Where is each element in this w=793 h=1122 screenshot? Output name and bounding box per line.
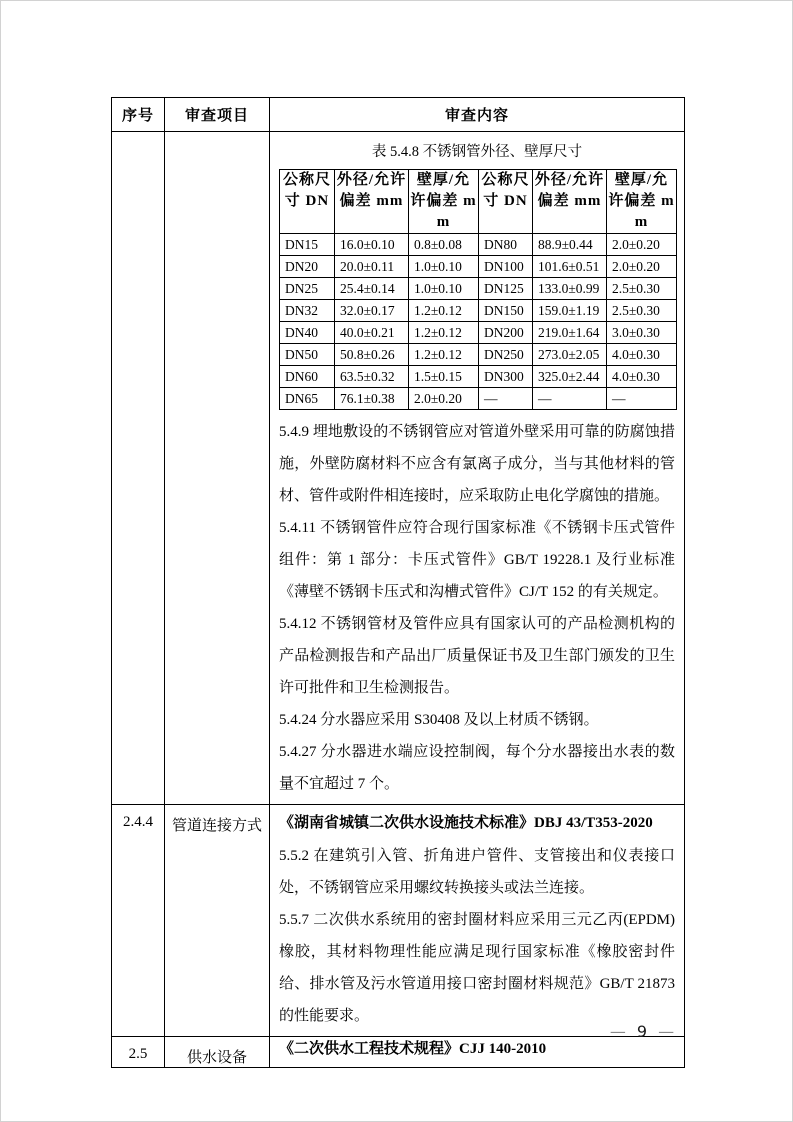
spec-table-cell: 1.0±0.10 (409, 256, 479, 278)
item-column-header: 审查项目 (165, 98, 270, 132)
section3-item-cell: 供水设备 (165, 1037, 270, 1068)
spec-table-cell: DN150 (479, 300, 533, 322)
spec-table-cell: 2.0±0.20 (607, 234, 677, 256)
spec-table-cell: — (607, 388, 677, 410)
spec-table-cell: 1.0±0.10 (409, 278, 479, 300)
spec-table-row (280, 278, 677, 300)
spec-column-header: 外径/允许偏差 mm (533, 170, 607, 234)
spec-table-row (280, 366, 677, 388)
footer-dash-left: — (609, 1022, 626, 1041)
spec-table-cell: DN32 (280, 300, 335, 322)
spec-table-cell: 133.0±0.99 (533, 278, 607, 300)
section2-seq-cell: 2.4.4 (112, 805, 165, 1037)
spec-table-cell: 0.8±0.08 (409, 234, 479, 256)
review-table (111, 97, 685, 1068)
clause-paragraph: 5.4.9 埋地敷设的不锈钢管应对管道外壁采用可靠的防腐蚀措施，外壁防腐材料不应含有氯离子成分，当与其他材料的管材、管件或附件相连接时，应采取防止电化学腐蚀的措施。 (279, 424, 675, 504)
section1-seq-cell (112, 132, 165, 805)
spec-table (279, 169, 677, 410)
spec-table-body (280, 234, 677, 410)
spec-column-header: 壁厚/允许偏差 mm (409, 170, 479, 234)
section2-standard-title: 《湖南省城镇二次供水设施技术标准》DBJ 43/T353-2020 (279, 815, 653, 831)
spec-table-row (280, 256, 677, 278)
spec-table-cell: 101.6±0.51 (533, 256, 607, 278)
spec-table-cell: 88.9±0.44 (533, 234, 607, 256)
section3-content-cell (270, 1037, 685, 1068)
page-number: 9 (636, 1022, 648, 1041)
spec-table-cell: 16.0±0.10 (335, 234, 409, 256)
spec-table-cell: 1.2±0.12 (409, 300, 479, 322)
section1-content-cell (270, 132, 685, 805)
spec-table-cell: 1.2±0.12 (409, 344, 479, 366)
spec-table-cell: 273.0±2.05 (533, 344, 607, 366)
spec-table-cell: 3.0±0.30 (607, 322, 677, 344)
section3-standard-title: 《二次供水工程技术规程》CJJ 140-2010 (279, 1041, 547, 1057)
spec-column-header: 公称尺寸 DN (479, 170, 533, 234)
spec-table-cell: 32.0±0.17 (335, 300, 409, 322)
spec-table-cell: DN40 (280, 322, 335, 344)
spec-table-cell: 40.0±0.21 (335, 322, 409, 344)
section1-row (112, 132, 685, 805)
spec-table-cell: 219.0±1.64 (533, 322, 607, 344)
spec-table-cell: DN200 (479, 322, 533, 344)
spec-table-cell: DN250 (479, 344, 533, 366)
spec-table-cell: 325.0±2.44 (533, 366, 607, 388)
spec-table-cell: 1.2±0.12 (409, 322, 479, 344)
clause-paragraph: 5.5.2 在建筑引入管、折角进户管件、支管接出和仪表接口处，不锈钢管应采用螺纹转换接头或法兰连接。 (279, 848, 675, 896)
spec-column-header: 壁厚/允许偏差 mm (607, 170, 677, 234)
page-footer (598, 1022, 686, 1041)
section3-seq-cell: 2.5 (112, 1037, 165, 1068)
section1-item-cell (165, 132, 270, 805)
section2-row (112, 805, 685, 1037)
spec-table-cell: DN100 (479, 256, 533, 278)
spec-table-cell: 2.0±0.20 (607, 256, 677, 278)
spec-table-row (280, 300, 677, 322)
section3-row (112, 1037, 685, 1068)
spec-table-cell: DN125 (479, 278, 533, 300)
content-column-header: 审查内容 (270, 98, 685, 132)
spec-table-cell: 2.5±0.30 (607, 300, 677, 322)
spec-table-cell: DN15 (280, 234, 335, 256)
section2-content-cell (270, 805, 685, 1037)
spec-table-cell: DN60 (280, 366, 335, 388)
spec-table-cell: — (533, 388, 607, 410)
spec-table-cell: 2.0±0.20 (409, 388, 479, 410)
spec-column-header: 外径/允许偏差 mm (335, 170, 409, 234)
spec-table-cell: DN300 (479, 366, 533, 388)
spec-table-title: 表 5.4.8 不锈钢管外径、壁厚尺寸 (371, 144, 583, 160)
spec-table-cell: 4.0±0.30 (607, 366, 677, 388)
spec-table-cell: DN20 (280, 256, 335, 278)
clause-paragraph: 5.4.24 分水器应采用 S30408 及以上材质不锈钢。 (279, 712, 599, 728)
spec-table-cell: 4.0±0.30 (607, 344, 677, 366)
spec-table-cell: 63.5±0.32 (335, 366, 409, 388)
spec-table-header-row (280, 170, 677, 234)
spec-table-row (280, 388, 677, 410)
spec-table-cell: DN65 (280, 388, 335, 410)
spec-table-cell: — (479, 388, 533, 410)
review-table-header-row (112, 98, 685, 132)
spec-table-cell: 50.8±0.26 (335, 344, 409, 366)
clause-paragraph: 5.4.11 不锈钢管件应符合现行国家标准《不锈钢卡压式管件组件：第 1 部分：卡压式管件》GB/T 19228.1 及行业标准《薄壁不锈钢卡压式和沟槽式管件》CJ/T 152 的有关规定。 (279, 520, 675, 600)
clause-paragraph: 5.4.12 不锈钢管材及管件应具有国家认可的产品检测机构的产品检测报告和产品出厂质量保证书及卫生部门颁发的卫生许可批件和卫生检测报告。 (279, 616, 675, 696)
spec-table-cell: 20.0±0.11 (335, 256, 409, 278)
clause-paragraph: 5.5.7 二次供水系统用的密封圈材料应采用三元乙丙(EPDM)橡胶，其材料物理性能应满足现行国家标准《橡胶密封件给、排水管及污水管道用接口密封圈材料规范》GB/T 21873 的性能要求。 (279, 912, 675, 1024)
section2-clauses (279, 840, 675, 1032)
spec-table-cell: DN50 (280, 344, 335, 366)
footer-dash-right: — (658, 1022, 675, 1041)
seq-column-header: 序号 (112, 98, 165, 132)
spec-table-cell: 25.4±0.14 (335, 278, 409, 300)
spec-table-cell: 159.0±1.19 (533, 300, 607, 322)
spec-table-row (280, 234, 677, 256)
section2-item-cell: 管道连接方式 (165, 805, 270, 1037)
spec-table-cell: 2.5±0.30 (607, 278, 677, 300)
spec-column-header: 公称尺寸 DN (280, 170, 335, 234)
spec-table-cell: DN80 (479, 234, 533, 256)
spec-table-cell: 1.5±0.15 (409, 366, 479, 388)
spec-table-row (280, 344, 677, 366)
clause-paragraph: 5.4.27 分水器进水端应设控制阀，每个分水器接出水表的数量不宜超过 7 个。 (279, 744, 675, 792)
spec-table-cell: DN25 (280, 278, 335, 300)
spec-table-row (280, 322, 677, 344)
spec-table-cell: 76.1±0.38 (335, 388, 409, 410)
section1-clauses (279, 416, 675, 800)
